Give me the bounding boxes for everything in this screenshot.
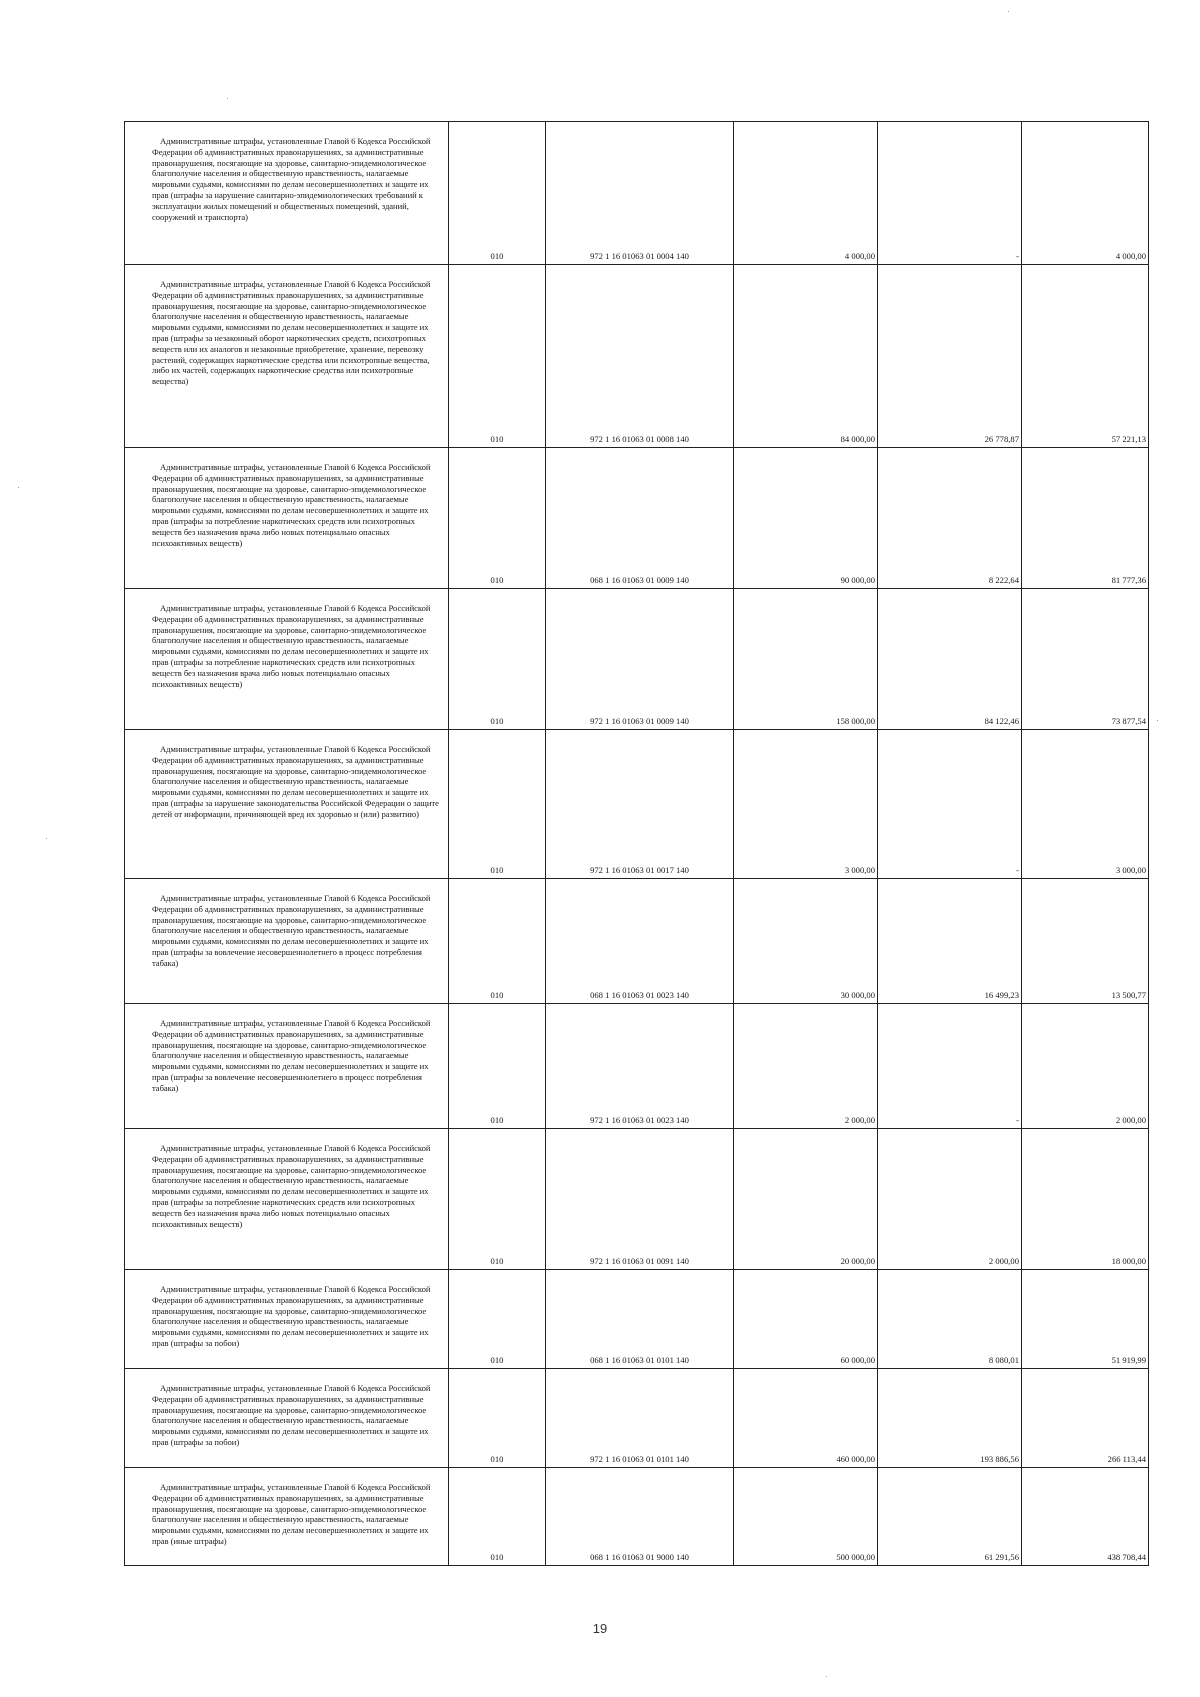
row-unexecuted-amount: 266 113,44	[1022, 1369, 1149, 1468]
row-approved-amount: 90 000,00	[734, 448, 878, 589]
row-approved-amount: 500 000,00	[734, 1468, 878, 1566]
row-approved-amount: 2 000,00	[734, 1004, 878, 1129]
row-approved-amount: 460 000,00	[734, 1369, 878, 1468]
table-row	[125, 1369, 1149, 1468]
income-report-table	[124, 121, 1149, 1566]
scan-speck	[826, 1676, 827, 1677]
scan-speck	[1008, 11, 1009, 12]
row-description: Административные штрафы, установленные Главой 6 Кодекса Российской Федерации об административных правонарушениях, за административные правонарушения, посягающие на здоровье, санитарно-эпидемиологическое благополучие населения и общественную нравственность, налагаемые мировыми судьями, комиссиями по делам несовершеннолетних и защите их прав (штрафы за потребление наркотических средств или психотропных веществ без назначения врача либо новых потенциально опасных психоактивных веществ)	[125, 448, 449, 589]
row-approved-amount: 158 000,00	[734, 589, 878, 730]
row-description: Административные штрафы, установленные Главой 6 Кодекса Российской Федерации об административных правонарушениях, за административные правонарушения, посягающие на здоровье, санитарно-эпидемиологическое благополучие населения и общественную нравственность, налагаемые мировыми судьями, комиссиями по делам несовершеннолетних и защите их прав (штрафы за незаконный оборот наркотических средств, психотропных веществ или их аналогов и незаконные приобретение, хранение, перевозку растений, содержащих наркотические средства или психотропные вещества, либо их частей, содержащих наркотические средства или психотропные вещества)	[125, 265, 449, 448]
table-row	[125, 265, 1149, 448]
table-row	[125, 1468, 1149, 1566]
row-unexecuted-amount: 73 877,54	[1022, 589, 1149, 730]
row-line-code: 010	[449, 448, 546, 589]
row-unexecuted-amount: 2 000,00	[1022, 1004, 1149, 1129]
row-description: Административные штрафы, установленные Главой 6 Кодекса Российской Федерации об административных правонарушениях, за административные правонарушения, посягающие на здоровье, санитарно-эпидемиологическое благополучие населения и общественную нравственность, налагаемые мировыми судьями, комиссиями по делам несовершеннолетних и защите их прав (штрафы за вовлечение несовершеннолетнего в процесс потребления табака)	[125, 1004, 449, 1129]
row-description: Административные штрафы, установленные Главой 6 Кодекса Российской Федерации об административных правонарушениях, за административные правонарушения, посягающие на здоровье, санитарно-эпидемиологическое благополучие населения и общественную нравственность, налагаемые мировыми судьями, комиссиями по делам несовершеннолетних и защите их прав (штрафы за нарушение законодательства Российской Федерации о защите детей от информации, причиняющей вред их здоровью и (или) развитию)	[125, 730, 449, 879]
row-line-code: 010	[449, 122, 546, 265]
row-executed-amount: 61 291,56	[878, 1468, 1022, 1566]
row-income-code: 972 1 16 01063 01 0091 140	[546, 1129, 734, 1270]
row-executed-amount: 84 122,46	[878, 589, 1022, 730]
row-unexecuted-amount: 81 777,36	[1022, 448, 1149, 589]
row-description: Административные штрафы, установленные Главой 6 Кодекса Российской Федерации об административных правонарушениях, за административные правонарушения, посягающие на здоровье, санитарно-эпидемиологическое благополучие населения и общественную нравственность, налагаемые мировыми судьями, комиссиями по делам несовершеннолетних и защите их прав (штрафы за нарушение санитарно-эпидемиологических требований к эксплуатации жилых помещений и общественных помещений, зданий, сооружений и транспорта)	[125, 122, 449, 265]
table-row	[125, 1004, 1149, 1129]
table-row	[125, 589, 1149, 730]
row-approved-amount: 4 000,00	[734, 122, 878, 265]
row-executed-amount: -	[878, 1004, 1022, 1129]
row-description: Административные штрафы, установленные Главой 6 Кодекса Российской Федерации об административных правонарушениях, за административные правонарушения, посягающие на здоровье, санитарно-эпидемиологическое благополучие населения и общественную нравственность, налагаемые мировыми судьями, комиссиями по делам несовершеннолетних и защите их прав (штрафы за вовлечение несовершеннолетнего в процесс потребления табака)	[125, 879, 449, 1004]
row-executed-amount: 2 000,00	[878, 1129, 1022, 1270]
row-description: Административные штрафы, установленные Главой 6 Кодекса Российской Федерации об административных правонарушениях, за административные правонарушения, посягающие на здоровье, санитарно-эпидемиологическое благополучие населения и общественную нравственность, налагаемые мировыми судьями, комиссиями по делам несовершеннолетних и защите их прав (штрафы за побои)	[125, 1369, 449, 1468]
row-line-code: 010	[449, 265, 546, 448]
row-income-code: 972 1 16 01063 01 0004 140	[546, 122, 734, 265]
row-unexecuted-amount: 4 000,00	[1022, 122, 1149, 265]
row-approved-amount: 30 000,00	[734, 879, 878, 1004]
scan-speck	[46, 838, 47, 839]
row-approved-amount: 20 000,00	[734, 1129, 878, 1270]
row-unexecuted-amount: 3 000,00	[1022, 730, 1149, 879]
row-line-code: 010	[449, 1129, 546, 1270]
row-unexecuted-amount: 51 919,99	[1022, 1270, 1149, 1369]
row-line-code: 010	[449, 879, 546, 1004]
row-income-code: 972 1 16 01063 01 0008 140	[546, 265, 734, 448]
table-row	[125, 122, 1149, 265]
row-income-code: 068 1 16 01063 01 0101 140	[546, 1270, 734, 1369]
row-approved-amount: 84 000,00	[734, 265, 878, 448]
table-body	[125, 122, 1149, 1566]
row-unexecuted-amount: 57 221,13	[1022, 265, 1149, 448]
scan-speck	[1157, 720, 1158, 721]
row-description: Административные штрафы, установленные Главой 6 Кодекса Российской Федерации об административных правонарушениях, за административные правонарушения, посягающие на здоровье, санитарно-эпидемиологическое благополучие населения и общественную нравственность, налагаемые мировыми судьями, комиссиями по делам несовершеннолетних и защите их прав (штрафы за потребление наркотических средств или психотропных веществ без назначения врача либо новых потенциально опасных психоактивных веществ)	[125, 589, 449, 730]
row-line-code: 010	[449, 1468, 546, 1566]
row-executed-amount: -	[878, 730, 1022, 879]
row-executed-amount: 16 499,23	[878, 879, 1022, 1004]
row-executed-amount: 8 222,64	[878, 448, 1022, 589]
table-row	[125, 730, 1149, 879]
row-unexecuted-amount: 13 500,77	[1022, 879, 1149, 1004]
row-line-code: 010	[449, 589, 546, 730]
row-income-code: 068 1 16 01063 01 0009 140	[546, 448, 734, 589]
row-income-code: 972 1 16 01063 01 0009 140	[546, 589, 734, 730]
row-executed-amount: 26 778,87	[878, 265, 1022, 448]
row-executed-amount: 8 080,01	[878, 1270, 1022, 1369]
row-income-code: 972 1 16 01063 01 0101 140	[546, 1369, 734, 1468]
row-description: Административные штрафы, установленные Главой 6 Кодекса Российской Федерации об административных правонарушениях, за административные правонарушения, посягающие на здоровье, санитарно-эпидемиологическое благополучие населения и общественную нравственность, налагаемые мировыми судьями, комиссиями по делам несовершеннолетних и защите их прав (штрафы за побои)	[125, 1270, 449, 1369]
page-number: 19	[592, 1621, 608, 1636]
row-executed-amount: -	[878, 122, 1022, 265]
row-income-code: 068 1 16 01063 01 9000 140	[546, 1468, 734, 1566]
scan-speck	[18, 487, 19, 488]
table-row	[125, 1270, 1149, 1369]
row-income-code: 972 1 16 01063 01 0017 140	[546, 730, 734, 879]
scan-speck	[227, 98, 228, 99]
row-description: Административные штрафы, установленные Главой 6 Кодекса Российской Федерации об административных правонарушениях, за административные правонарушения, посягающие на здоровье, санитарно-эпидемиологическое благополучие населения и общественную нравственность, налагаемые мировыми судьями, комиссиями по делам несовершеннолетних и защите их прав (штрафы за потребление наркотических средств или психотропных веществ без назначения врача либо новых потенциально опасных психоактивных веществ)	[125, 1129, 449, 1270]
row-approved-amount: 60 000,00	[734, 1270, 878, 1369]
row-unexecuted-amount: 438 708,44	[1022, 1468, 1149, 1566]
row-income-code: 972 1 16 01063 01 0023 140	[546, 1004, 734, 1129]
row-income-code: 068 1 16 01063 01 0023 140	[546, 879, 734, 1004]
row-line-code: 010	[449, 1369, 546, 1468]
row-line-code: 010	[449, 1270, 546, 1369]
row-approved-amount: 3 000,00	[734, 730, 878, 879]
row-description: Административные штрафы, установленные Главой 6 Кодекса Российской Федерации об административных правонарушениях, за административные правонарушения, посягающие на здоровье, санитарно-эпидемиологическое благополучие населения и общественную нравственность, налагаемые мировыми судьями, комиссиями по делам несовершеннолетних и защите их прав (иные штрафы)	[125, 1468, 449, 1566]
table-row	[125, 879, 1149, 1004]
row-line-code: 010	[449, 730, 546, 879]
row-executed-amount: 193 886,56	[878, 1369, 1022, 1468]
row-unexecuted-amount: 18 000,00	[1022, 1129, 1149, 1270]
row-line-code: 010	[449, 1004, 546, 1129]
table-row	[125, 448, 1149, 589]
table-row	[125, 1129, 1149, 1270]
